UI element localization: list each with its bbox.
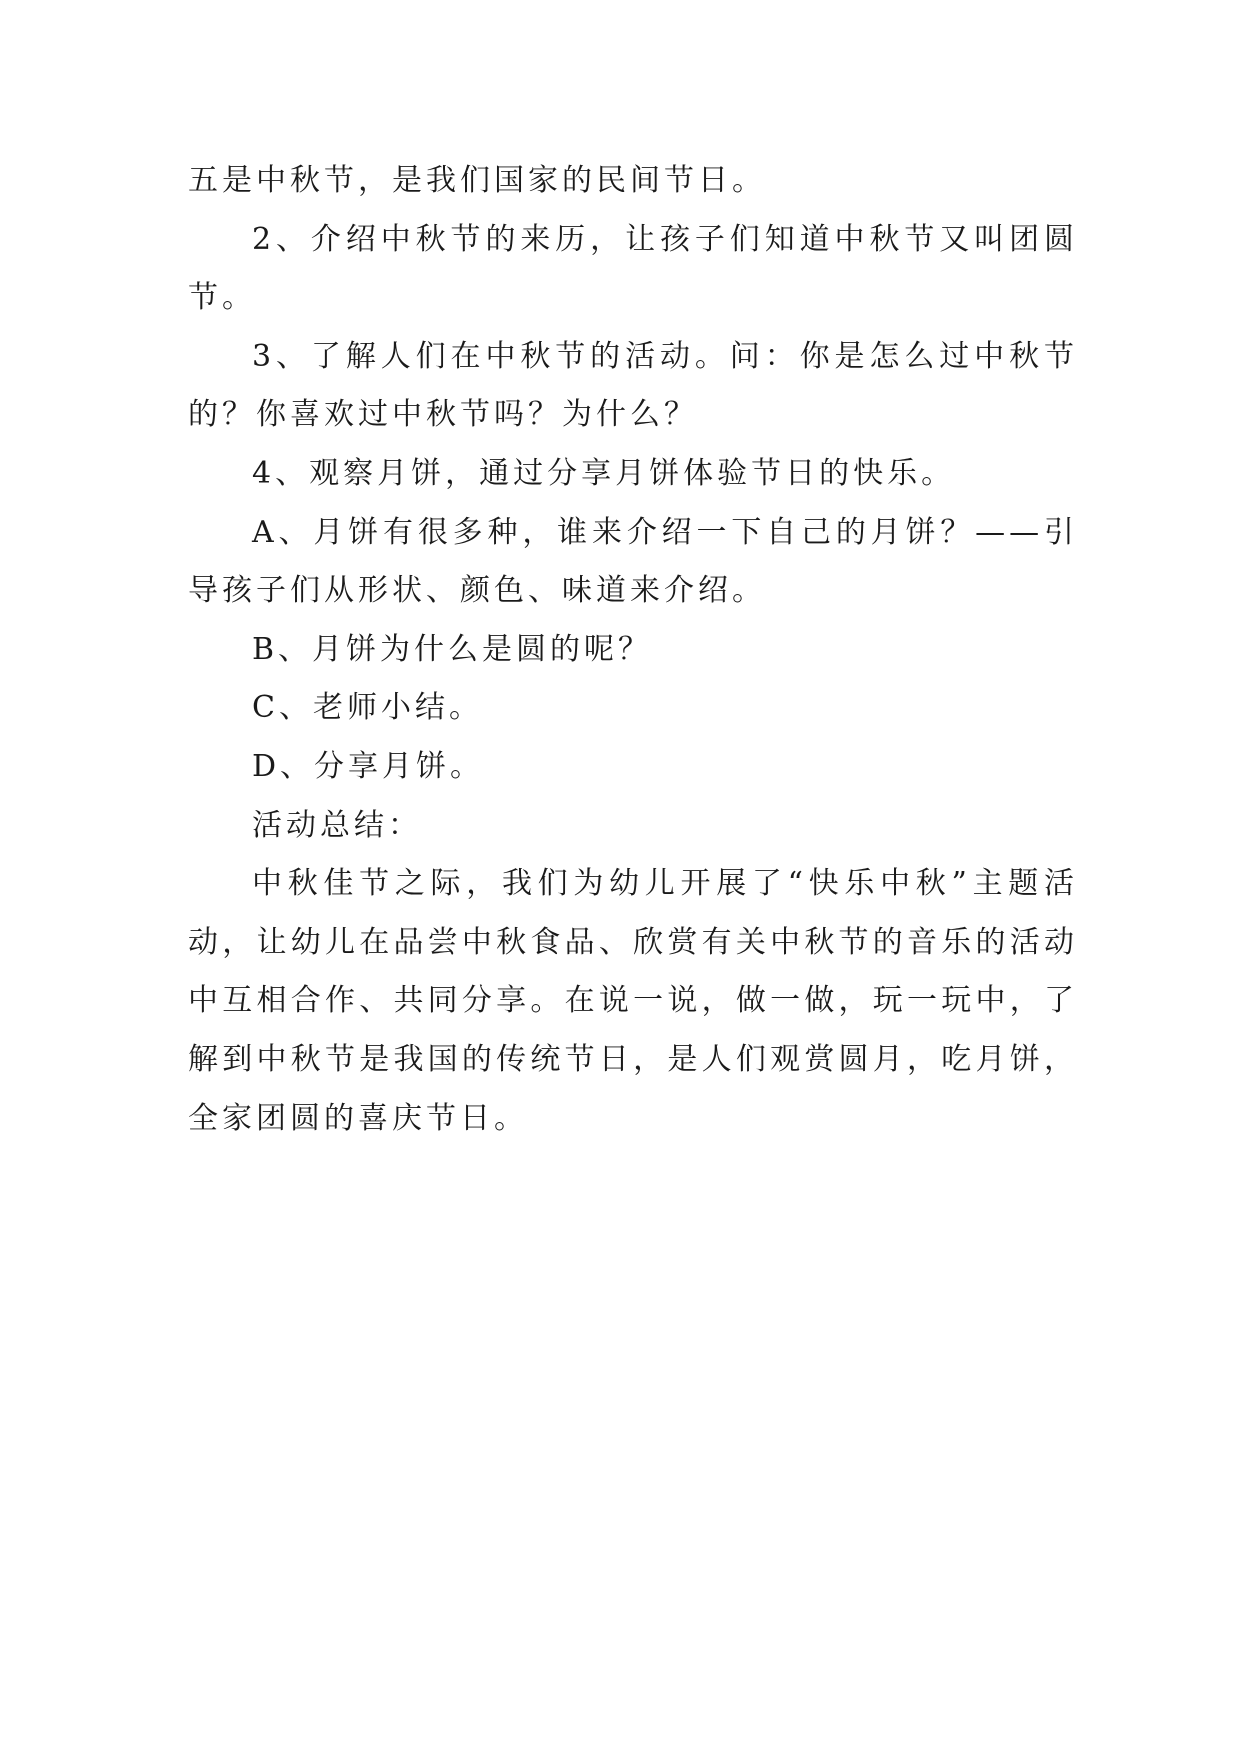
paragraph-item-c: C、老师小结。 xyxy=(252,690,483,726)
paragraph-continuation: 五是中秋节，是我们国家的民间节日。 xyxy=(188,163,766,198)
paragraph-summary: 中秋佳节之际，我们为幼儿开展了“快乐中秋”主题活动，让幼儿在品尝中秋食品、欣赏有关中秋节的音乐的活动中互相合作、共同分享。在说一说，做一做，玩一玩中，了解到中秋节是我国的传统节日，是人们观赏圆月，吃月饼，全家团圆的喜庆节日。 xyxy=(188,866,1078,1136)
paragraph-step-4: 4、观察月饼，通过分享月饼体验节日的快乐。 xyxy=(252,455,956,491)
paragraph-item-b: B、月饼为什么是圆的呢？ xyxy=(252,631,653,667)
paragraph-item-a: A、月饼有很多种，谁来介绍一下自己的月饼？——引导孩子们从形状、颜色、味道来介绍。 xyxy=(188,514,1078,609)
paragraph-item-d: D、分享月饼。 xyxy=(252,748,485,784)
paragraph-step-3: 3、了解人们在中秋节的活动。问：你是怎么过中秋节的？你喜欢过中秋节吗？为什么？ xyxy=(188,338,1078,433)
section-heading-summary: 活动总结： xyxy=(252,807,422,843)
document-body xyxy=(188,152,1078,1148)
paragraph-step-2: 2、介绍中秋节的来历，让孩子们知道中秋节又叫团圆节。 xyxy=(188,221,1078,316)
